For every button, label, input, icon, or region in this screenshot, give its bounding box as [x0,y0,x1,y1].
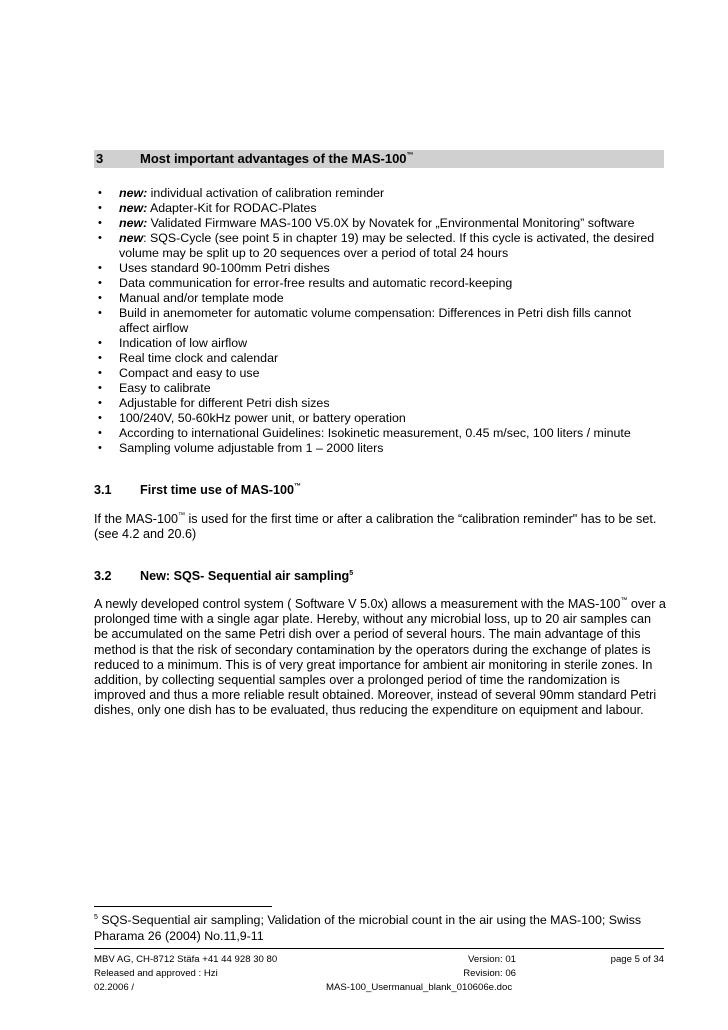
footnote-reference[interactable]: 5 [349,570,354,577]
bullet-icon: • [98,397,102,409]
bullet-icon: • [98,217,102,229]
list-item [94,336,664,351]
list-item [94,216,664,231]
chapter-title: Most important advantages of the MAS-100™ [140,151,414,166]
bullet-icon: • [98,412,102,424]
list-item-text: 100/240V, 50-60kHz power unit, or battery operation [119,411,406,425]
footer-date: 02.2006 / [94,982,135,993]
list-item [94,411,664,426]
footer-company: MBV AG, CH-8712 Stäfa +41 44 928 30 80 [94,954,278,965]
list-item-text: Validated Firmware MAS-100 V5.0X by Novatek for „Environmental Monitoring” software [147,216,635,230]
list-item [94,231,664,261]
footer-filename: MAS-100_Usermanual_blank_010606e.doc [326,982,513,993]
bullet-icon: • [98,262,102,274]
section-3-1-paragraph: If the MAS-100™ is used for the first time or after a calibration the “calibration reminder" has to be set. (see 4.2 and 20.6) [94,512,657,542]
footer-revision: Revision: 06 [463,968,516,979]
section-number: 3.1 [94,483,112,497]
list-item-text: : SQS-Cycle (see point 5 in chapter 19) may be selected. If this cycle is activated, the desired volume may be split up to 20 sequences over a period of total 24 hours [119,231,655,260]
list-item [94,426,664,441]
list-item-text: Real time clock and calendar [119,351,279,365]
footnote: $^5$ SQS-Sequential air sampling; Validation of the microbial count in the air using the MAS-100; Swiss Pharama 26 (2004) No.11,9-11 [94,913,642,943]
bullet-icon: • [98,232,102,244]
list-item [94,261,664,276]
footer-approved: Released and approved : Hzi [94,968,218,979]
bullet-icon: • [98,427,102,439]
bullet-icon: • [98,202,102,214]
list-item-text: Adjustable for different Petri dish sizes [119,396,330,410]
list-item [94,306,664,336]
new-feature-label: new: [119,201,148,215]
list-item [94,396,664,411]
section-title: First time use of MAS-100™ [140,483,301,497]
list-item-text: Easy to calibrate [119,381,211,395]
list-item [94,441,664,456]
chapter-heading [94,150,664,168]
advantages-list [94,186,664,456]
bullet-icon: • [98,187,102,199]
list-item-text: Uses standard 90-100mm Petri dishes [119,261,330,275]
list-item [94,186,664,201]
new-feature-label: new [119,231,144,245]
bullet-icon: • [98,367,102,379]
footnote-separator [94,906,272,907]
chapter-number: 3 [96,151,104,166]
list-item-text: individual activation of calibration reminder [147,186,385,200]
list-item [94,381,664,396]
list-item-text: Data communication for error-free results and automatic record-keeping [119,276,513,290]
list-item [94,291,664,306]
footer-page-number: page 5 of 34 [610,954,664,965]
section-3-2-paragraph: A newly developed control system ( Software V 5.0x) allows a measurement with the MAS-100™ over a prolonged time with a single agar plate. Hereby, without any microbial loss, up to 20 air samples can be accumulated on the same Petri dish over a period of several hours. The main advantage of this method is that the risk of secondary contamination by the operators during the exchange of plates is reduced to a minimum. This is of very great importance for ambient air monitoring in sterile zones. In addition, by collecting sequential samples over a prolonged period of time the randomization is improved and thus a more reliable result obtained. Moreover, instead of several 90mm standard Petri dishes, only one dish has to be evaluated, thus reducing the expenditure on equipment and labour. [94,597,666,718]
bullet-icon: • [98,307,102,319]
list-item [94,201,664,216]
trademark-mark: ™ [406,152,414,159]
footer-rule [94,948,664,949]
bullet-icon: • [98,337,102,349]
bullet-icon: • [98,442,102,454]
footer-version: Version: 01 [467,954,516,965]
bullet-icon: • [98,292,102,304]
new-feature-label: new: [119,216,148,230]
list-item [94,351,664,366]
bullet-icon: • [98,382,102,394]
bullet-icon: • [98,352,102,364]
list-item-text: According to international Guidelines: Isokinetic measurement, 0.45 m/sec, 100 liters / minute [119,426,631,440]
section-title: New: SQS- Sequential air sampling$^5$ [140,569,354,583]
list-item-text: Compact and easy to use [119,366,260,380]
new-feature-label: new: [119,186,148,200]
page-footer [94,953,664,995]
footnote-mark: 5 [94,914,98,921]
list-item-text: Indication of low airflow [119,336,248,350]
list-item [94,366,664,381]
section-number: 3.2 [94,569,112,583]
trademark-mark: ™ [293,483,301,490]
list-item-text: Build in anemometer for automatic volume compensation: Differences in Petri dish fills cannot affect airflow [119,306,632,335]
list-item [94,276,664,291]
list-item-text: Sampling volume adjustable from 1 – 2000 liters [119,441,384,455]
list-item-text: Manual and/or template mode [119,291,284,305]
list-item-text: Adapter-Kit for RODAC-Plates [147,201,317,215]
bullet-icon: • [98,277,102,289]
